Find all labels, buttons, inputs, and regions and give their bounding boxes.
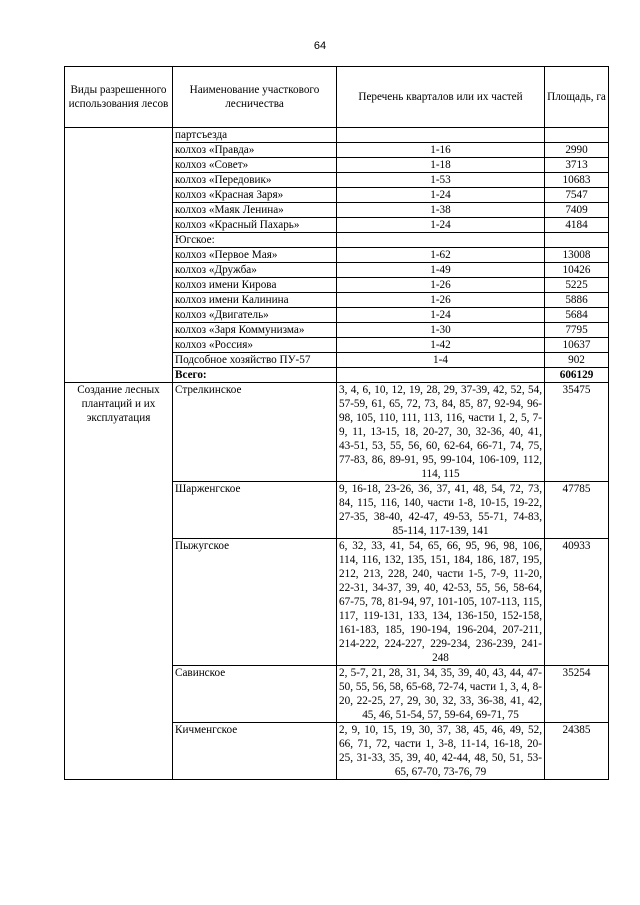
forestry-name: Кичменгское — [173, 723, 337, 780]
quarters-cell: 1-24 — [337, 218, 545, 233]
total-area: 606129 — [545, 368, 609, 383]
quarters-cell — [337, 128, 545, 143]
forestry-name: колхоз «Дружба» — [173, 263, 337, 278]
area-cell: 40933 — [545, 539, 609, 666]
area-cell — [545, 128, 609, 143]
area-cell: 10637 — [545, 338, 609, 353]
area-cell: 4184 — [545, 218, 609, 233]
quarters-cell: 1-26 — [337, 293, 545, 308]
forestry-name: колхоз «Правда» — [173, 143, 337, 158]
quarters-cell: 1-24 — [337, 188, 545, 203]
quarters-cell: 2, 9, 10, 15, 19, 30, 37, 38, 45, 46, 49, 52, 66, 71, 72, части 1, 3-8, 11-14, 16-18, 20-25, 31-33, 35, 39, 40, 42-44, 48, 50, 51, 53-65, 67-70, 73-76, 79 — [337, 723, 545, 780]
area-cell: 24385 — [545, 723, 609, 780]
quarters-cell: 6, 32, 33, 41, 54, 65, 66, 95, 96, 98, 106, 114, 116, 132, 135, 151, 184, 186, 187, 195, 212, 213, 228, 240, части 1-5, 7-9, 11-20, 22-31, 34-37, 39, 40, 42-53, 55, 56, 58-64, 67-75, 78, 81-94, 97, 101-105, 107-113, 115, 117, 119-131, 133, 134, 136-150, 152-158, 161-183, 185, 190-194, 196-204, 207-211, 214-222, 224-227, 229-234, 236-239, 241-248 — [337, 539, 545, 666]
area-cell: 5886 — [545, 293, 609, 308]
header-forestry: Наименование участкового лесничества — [173, 67, 337, 128]
forestry-name: партсъезда — [173, 128, 337, 143]
forestry-name: колхоз «Передовик» — [173, 173, 337, 188]
forestry-name: Шарженгское — [173, 482, 337, 539]
area-cell: 5684 — [545, 308, 609, 323]
area-cell: 2990 — [545, 143, 609, 158]
area-cell: 902 — [545, 353, 609, 368]
area-cell: 7409 — [545, 203, 609, 218]
quarters-cell: 2, 5-7, 21, 28, 31, 34, 35, 39, 40, 43, 44, 47-50, 55, 56, 58, 65-68, 72-74, части 1, 3, 4, 8-20, 22-25, 27, 29, 30, 32, 33, 36-38, 41, 42, 45, 46, 51-54, 57, 59-64, 69-71, 75 — [337, 666, 545, 723]
quarters-cell: 1-49 — [337, 263, 545, 278]
quarters-cell: 1-26 — [337, 278, 545, 293]
quarters-cell: 1-53 — [337, 173, 545, 188]
quarters-cell: 1-62 — [337, 248, 545, 263]
forestry-name: колхоз «Красная Заря» — [173, 188, 337, 203]
total-quarters-empty — [337, 368, 545, 383]
quarters-cell: 1-30 — [337, 323, 545, 338]
use-cell-empty — [65, 128, 173, 383]
area-cell: 5225 — [545, 278, 609, 293]
table-row — [65, 128, 609, 143]
quarters-cell: 1-4 — [337, 353, 545, 368]
forestry-name: Стрелкинское — [173, 383, 337, 482]
table-header-row — [65, 67, 609, 128]
area-cell: 10426 — [545, 263, 609, 278]
header-area: Площадь, га — [545, 67, 609, 128]
forestry-name: Югское: — [173, 233, 337, 248]
forestry-name: колхоз имени Кирова — [173, 278, 337, 293]
area-cell: 13008 — [545, 248, 609, 263]
area-cell — [545, 233, 609, 248]
forest-use-table — [64, 66, 609, 780]
page-number: 64 — [313, 40, 327, 52]
header-use: Виды разрешенного использования лесов — [65, 67, 173, 128]
use-type-cell: Создание лесных плантаций и их эксплуатация — [65, 383, 173, 780]
quarters-cell: 1-16 — [337, 143, 545, 158]
area-cell: 7547 — [545, 188, 609, 203]
forestry-name: колхоз «Маяк Ленина» — [173, 203, 337, 218]
forestry-name: колхоз «Первое Мая» — [173, 248, 337, 263]
area-cell: 7795 — [545, 323, 609, 338]
forestry-name: колхоз имени Калинина — [173, 293, 337, 308]
total-label: Всего: — [173, 368, 337, 383]
area-cell: 35254 — [545, 666, 609, 723]
header-quarters: Перечень кварталов или их частей — [337, 67, 545, 128]
quarters-cell — [337, 233, 545, 248]
forestry-name: Савинское — [173, 666, 337, 723]
forestry-name: Подсобное хозяйство ПУ-57 — [173, 353, 337, 368]
quarters-cell: 9, 16-18, 23-26, 36, 37, 41, 48, 54, 72, 73, 84, 115, 116, 140, части 1-8, 10-15, 19-22, 27-35, 38-40, 42-47, 49-53, 55-71, 74-83, 85-114, 117-139, 141 — [337, 482, 545, 539]
area-cell: 47785 — [545, 482, 609, 539]
quarters-cell: 1-24 — [337, 308, 545, 323]
area-cell: 3713 — [545, 158, 609, 173]
area-cell: 35475 — [545, 383, 609, 482]
forestry-name: колхоз «Совет» — [173, 158, 337, 173]
forestry-name: Пыжугское — [173, 539, 337, 666]
area-cell: 10683 — [545, 173, 609, 188]
table-row — [65, 383, 609, 482]
forestry-name: колхоз «Россия» — [173, 338, 337, 353]
forestry-name: колхоз «Двигатель» — [173, 308, 337, 323]
forestry-name: колхоз «Красный Пахарь» — [173, 218, 337, 233]
quarters-cell: 1-18 — [337, 158, 545, 173]
quarters-cell: 1-38 — [337, 203, 545, 218]
forestry-name: колхоз «Заря Коммунизма» — [173, 323, 337, 338]
quarters-cell: 1-42 — [337, 338, 545, 353]
quarters-cell: 3, 4, 6, 10, 12, 19, 28, 29, 37-39, 42, 52, 54, 57-59, 61, 65, 72, 73, 84, 85, 87, 92-94, 96-98, 105, 110, 111, 113, 116, части 1, 2, 5, 7-9, 11, 13-15, 18, 20-27, 30, 32-36, 40, 41, 43-51, 53, 55, 56, 60, 62-64, 66-71, 74, 75, 77-83, 86, 89-91, 95, 99-104, 106-109, 112, 114, 115 — [337, 383, 545, 482]
